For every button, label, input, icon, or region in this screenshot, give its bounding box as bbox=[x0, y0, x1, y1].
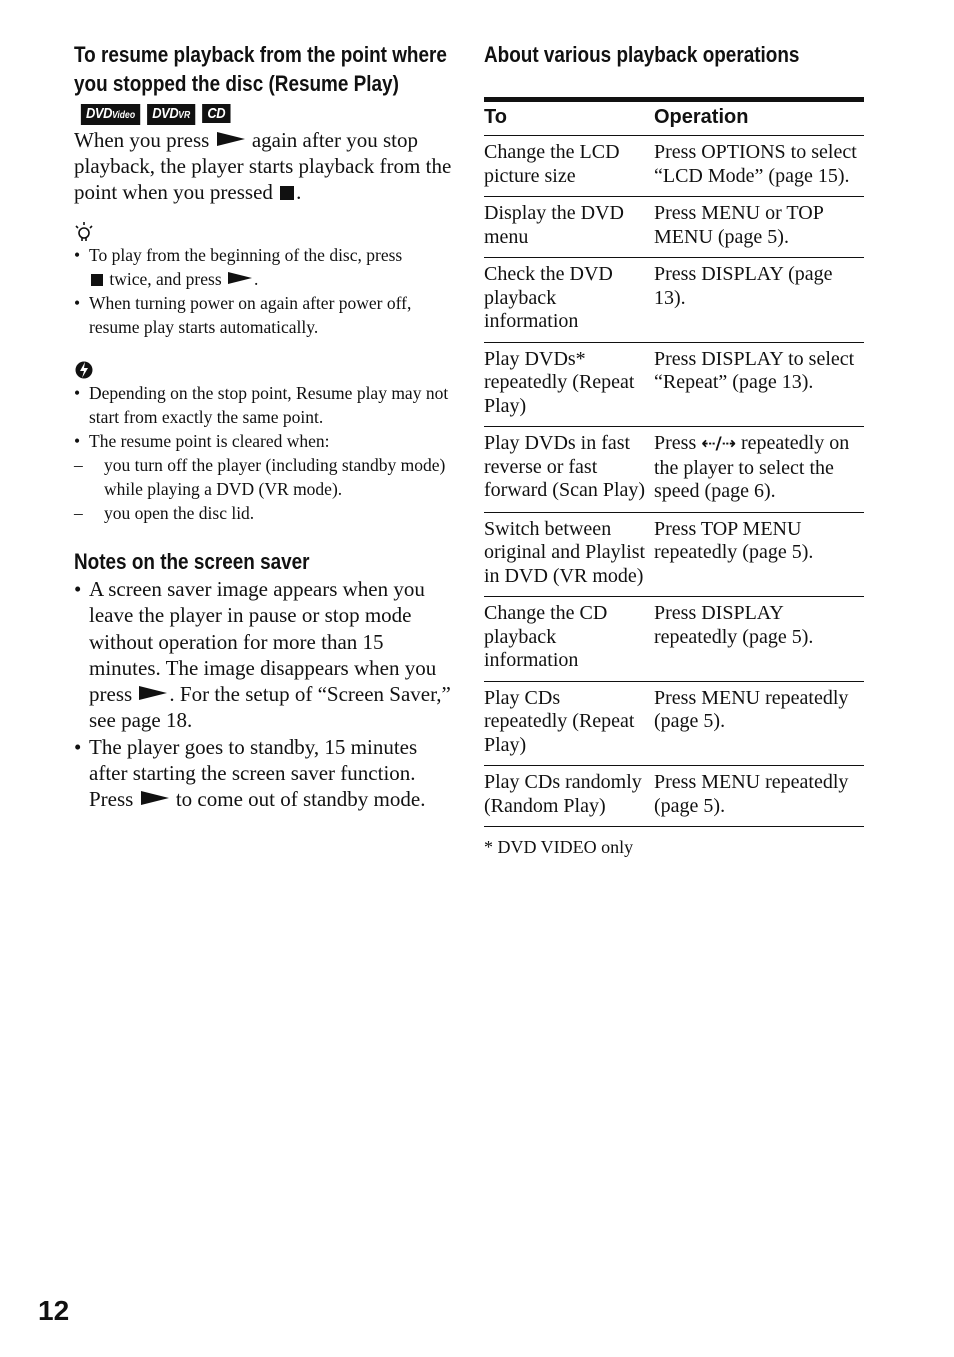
page-number: 12 bbox=[38, 1295, 70, 1326]
arrows-icon: ⇠/⇢ bbox=[701, 434, 736, 454]
dash-item: – you turn off the player (including standby mode) while playing a DVD (VR mode). bbox=[74, 453, 458, 501]
operation-cell: Press TOP MENU repeatedly (page 5). bbox=[654, 512, 864, 597]
screensaver-item: • The player goes to standby, 15 minutes after starting the screen saver function. Press to come out of standby mode. bbox=[74, 734, 458, 813]
column-header-to: To bbox=[484, 100, 654, 136]
to-cell: Switch between original and Playlist in DVD (VR mode) bbox=[484, 512, 654, 597]
cd-badge: CD bbox=[202, 104, 230, 123]
table-row bbox=[484, 197, 864, 258]
to-cell: Play CDs randomly (Random Play) bbox=[484, 766, 654, 827]
table-row bbox=[484, 766, 864, 827]
notes-list bbox=[74, 381, 458, 525]
operation-cell: Press MENU or TOP MENU (page 5). bbox=[654, 197, 864, 258]
table-row bbox=[484, 597, 864, 682]
to-cell: Change the LCD picture size bbox=[484, 136, 654, 197]
table-footnote: * DVD VIDEO only bbox=[484, 837, 634, 857]
stop-icon bbox=[280, 186, 294, 200]
operation-cell: Press DISPLAY repeatedly (page 5). bbox=[654, 597, 864, 682]
play-icon bbox=[139, 686, 167, 700]
table-row bbox=[484, 681, 864, 766]
tips-section bbox=[74, 221, 458, 339]
note-item: • The resume point is cleared when: – you turn off the player (including standby mode) while playing a DVD (VR mode). – you open the disc lid. bbox=[74, 429, 458, 525]
screensaver-item: • A screen saver image appears when you leave the player in pause or stop mode without operation for more than 15 minutes. The image disappears when you press . For the setup of “Screen Saver,” see page 18. bbox=[74, 576, 458, 734]
to-cell: Play CDs repeatedly (Repeat Play) bbox=[484, 681, 654, 766]
notes-section bbox=[74, 359, 458, 525]
operation-cell: Press MENU repeatedly (page 5). bbox=[654, 766, 864, 827]
lightbulb-icon bbox=[74, 221, 94, 243]
tip-item: • When turning power on again after power off, resume play starts automatically. bbox=[74, 291, 458, 339]
screensaver-heading: Notes on the screen saver bbox=[74, 549, 310, 574]
operation-cell: Press ⇠/⇢ repeatedly on the player to select the speed (page 6). bbox=[654, 427, 864, 513]
screensaver-list bbox=[74, 576, 458, 813]
table-row bbox=[484, 342, 864, 427]
operation-cell: Press DISPLAY (page 13). bbox=[654, 258, 864, 343]
table-header-row bbox=[484, 100, 864, 136]
operations-table bbox=[484, 97, 864, 827]
column-header-operation: Operation bbox=[654, 100, 864, 136]
operations-heading: About various playback operations bbox=[484, 42, 800, 67]
dash-list bbox=[74, 453, 458, 525]
operation-cell: Press OPTIONS to select “LCD Mode” (page 15). bbox=[654, 136, 864, 197]
dvd-vr-badge: DVDVR bbox=[147, 104, 195, 125]
tips-list bbox=[74, 243, 458, 339]
table-row bbox=[484, 258, 864, 343]
resume-heading-text: To resume playback from the point where you stopped the disc (Resume Play) bbox=[74, 42, 447, 96]
play-icon bbox=[217, 132, 245, 146]
play-icon bbox=[228, 272, 252, 284]
stop-icon bbox=[91, 274, 103, 286]
play-icon bbox=[141, 791, 169, 805]
dash-item: – you open the disc lid. bbox=[74, 501, 458, 525]
note-item: • Depending on the stop point, Resume play may not start from exactly the same point. bbox=[74, 381, 458, 429]
operation-cell: Press DISPLAY to select “Repeat” (page 13). bbox=[654, 342, 864, 427]
dvd-video-badge: DVDVideo bbox=[81, 104, 140, 125]
table-row bbox=[484, 427, 864, 513]
to-cell: Change the CD playback information bbox=[484, 597, 654, 682]
note-bolt-icon bbox=[74, 359, 94, 381]
left-column bbox=[74, 40, 458, 813]
table-row bbox=[484, 136, 864, 197]
right-column bbox=[484, 40, 864, 858]
to-cell: Display the DVD menu bbox=[484, 197, 654, 258]
resume-body: When you press again after you stop playback, the player starts playback from the point when you pressed . bbox=[74, 128, 452, 204]
tip-item: • To play from the beginning of the disc, press twice, and press . bbox=[74, 243, 458, 291]
to-cell: Play DVDs* repeatedly (Repeat Play) bbox=[484, 342, 654, 427]
to-cell: Play DVDs in fast reverse or fast forward (Scan Play) bbox=[484, 427, 654, 513]
table-row bbox=[484, 512, 864, 597]
resume-heading bbox=[74, 40, 457, 127]
operation-cell: Press MENU repeatedly (page 5). bbox=[654, 681, 864, 766]
to-cell: Check the DVD playback information bbox=[484, 258, 654, 343]
